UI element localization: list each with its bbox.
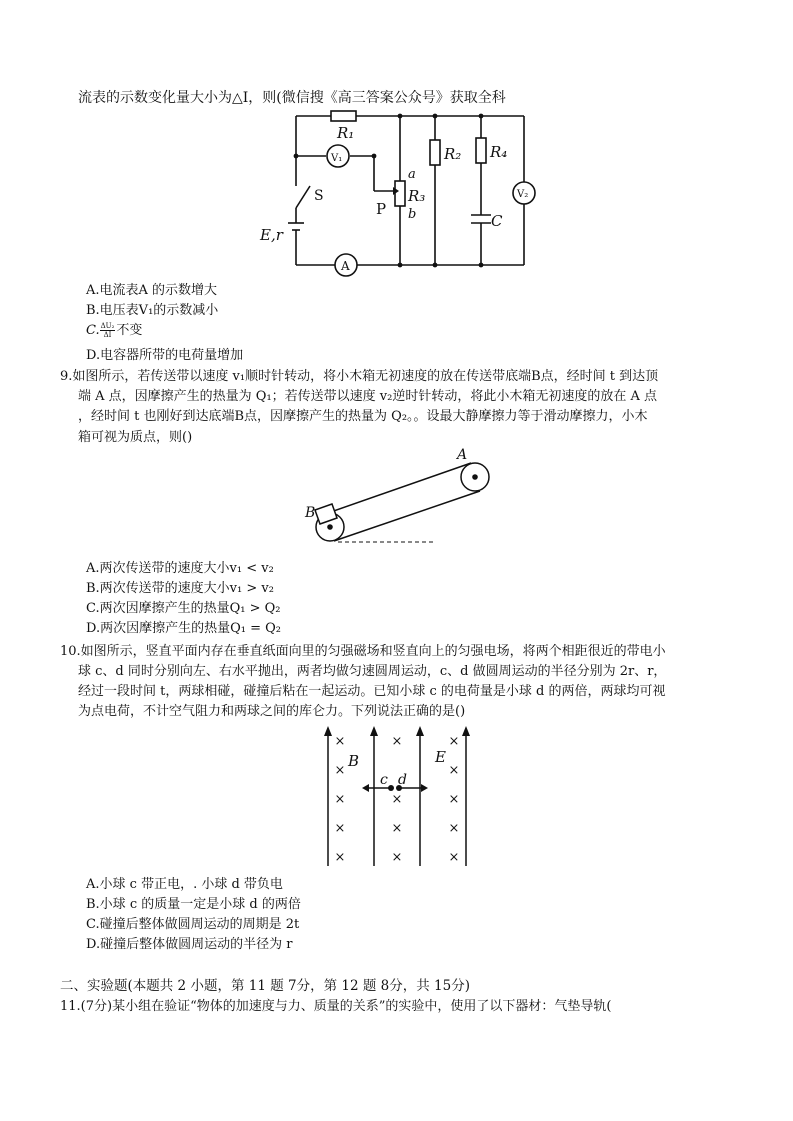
label-point-b: B — [305, 505, 316, 521]
label-v1: V₁ — [331, 153, 343, 164]
magnetic-field-cross: × — [391, 792, 403, 807]
magnetic-field-cross: × — [391, 850, 403, 865]
fraction-numerator: ΔU₂ — [100, 322, 115, 330]
label-ammeter: A — [341, 259, 350, 273]
conveyor-belt-figure — [300, 445, 500, 550]
label-b-field: B — [348, 752, 360, 770]
label-emf: E,r — [260, 226, 283, 244]
q11-stem-line-1: 11.(7分)某小组在验证“物体的加速度与力、质量的关系”的实验中，使用了以下器材：气垫导轨( — [60, 999, 612, 1014]
q10-option-b: B.小球 c 的质量一定是小球 d 的两倍 — [86, 897, 301, 912]
q10-stem-line-3: 经过一段时间 t，两球相碰，碰撞后粘在一起运动。已知小球 c 的电荷量是小球 d 的两倍，两球均可视 — [78, 684, 666, 699]
q10-stem-line-2: 球 c、d 同时分别向左、右水平抛出，两者均做匀速圆周运动，c、d 做圆周运动的半径分别为 2r、r， — [78, 664, 667, 679]
label-r3: R₃ — [408, 187, 426, 205]
q8-option-c-prefix: C. — [86, 323, 100, 338]
magnetic-field-cross: × — [448, 734, 460, 749]
label-v2: V₂ — [517, 189, 529, 200]
q9-option-d: D.两次因摩擦产生的热量Q₁ = Q₂ — [86, 621, 281, 636]
label-r2: R₂ — [444, 145, 462, 163]
magnetic-field-cross: × — [334, 821, 346, 836]
section-heading: 二、实验题(本题共 2 小题，第 11 题 7分，第 12 题 8分，共 15分) — [60, 978, 470, 994]
q9-option-b: B.两次传送带的速度大小v₁ > v₂ — [86, 581, 274, 596]
q9-option-a: A.两次传送带的速度大小v₁ < v₂ — [86, 561, 274, 576]
magnetic-field-cross: × — [391, 821, 403, 836]
magnetic-field-cross: × — [334, 763, 346, 778]
magnetic-field-cross: × — [448, 763, 460, 778]
q10-stem-line-1: 10.如图所示，竖直平面内存在垂直纸面向里的匀强磁场和竖直向上的匀强电场，将两个相距很近的带电小 — [60, 644, 666, 659]
q8-option-d: D.电容器所带的电荷量增加 — [86, 348, 244, 363]
q8-option-c — [86, 320, 142, 342]
q8-option-a: A.电流表A 的示数增大 — [86, 283, 218, 298]
label-s: S — [314, 188, 324, 204]
magnetic-field-cross: × — [448, 850, 460, 865]
q9-stem-line-1: 9.如图所示，若传送带以速度 v₁顺时针转动，将小木箱无初速度的放在传送带底端B点，经时间 t 到达顶 — [60, 369, 659, 384]
question-text-continuation: 流表的示数变化量大小为△I，则(微信搜《高三答案公众号》获取全科 — [78, 90, 506, 106]
fraction-denominator: ΔI — [103, 331, 112, 339]
magnetic-field-cross: × — [334, 734, 346, 749]
label-r1: R₁ — [337, 124, 355, 142]
q10-option-d: D.碰撞后整体做圆周运动的半径为 r — [86, 937, 293, 952]
label-ball-c: c — [380, 772, 388, 788]
q8-option-c-text: 不变 — [116, 323, 143, 338]
magnetic-field-cross: × — [448, 821, 460, 836]
label-a: a — [408, 167, 416, 182]
magnetic-field-cross: × — [448, 792, 460, 807]
field-figure — [320, 722, 475, 872]
q9-stem-line-4: 箱可视为质点，则() — [78, 430, 193, 445]
label-point-a: A — [457, 447, 468, 463]
magnetic-field-cross: × — [334, 792, 346, 807]
q8-option-b: B.电压表V₁的示数减小 — [86, 303, 219, 318]
label-b: b — [408, 207, 417, 222]
magnetic-field-cross: × — [334, 850, 346, 865]
magnetic-field-cross: × — [391, 734, 403, 749]
q9-stem-line-3: ，经时间 t 也刚好到达底端B点，因摩擦产生的热量为 Q₂。。设最大静摩擦力等于滑动摩擦力，小木 — [78, 409, 648, 424]
q10-option-c: C.碰撞后整体做圆周运动的周期是 2t — [86, 917, 300, 932]
q10-option-a: A.小球 c 带正电，. 小球 d 带负电 — [86, 877, 283, 892]
label-e-field: E — [435, 748, 446, 766]
label-c: C — [491, 212, 503, 230]
label-p: P — [376, 200, 387, 218]
label-ball-d: d — [398, 772, 407, 788]
q9-option-c: C.两次因摩擦产生的热量Q₁ > Q₂ — [86, 601, 281, 616]
q9-stem-line-2: 端 A 点，因摩擦产生的热量为 Q₁；若传送带以速度 v₂逆时针转动，将此小木箱无初速度的放在 A 点 — [78, 389, 657, 404]
q8-option-c-fraction — [100, 322, 116, 339]
q10-stem-line-4: 为点电荷，不计空气阻力和两球之间的库仑力。下列说法正确的是() — [78, 704, 466, 719]
circuit-diagram — [250, 108, 550, 278]
label-r4: R₄ — [490, 143, 508, 161]
